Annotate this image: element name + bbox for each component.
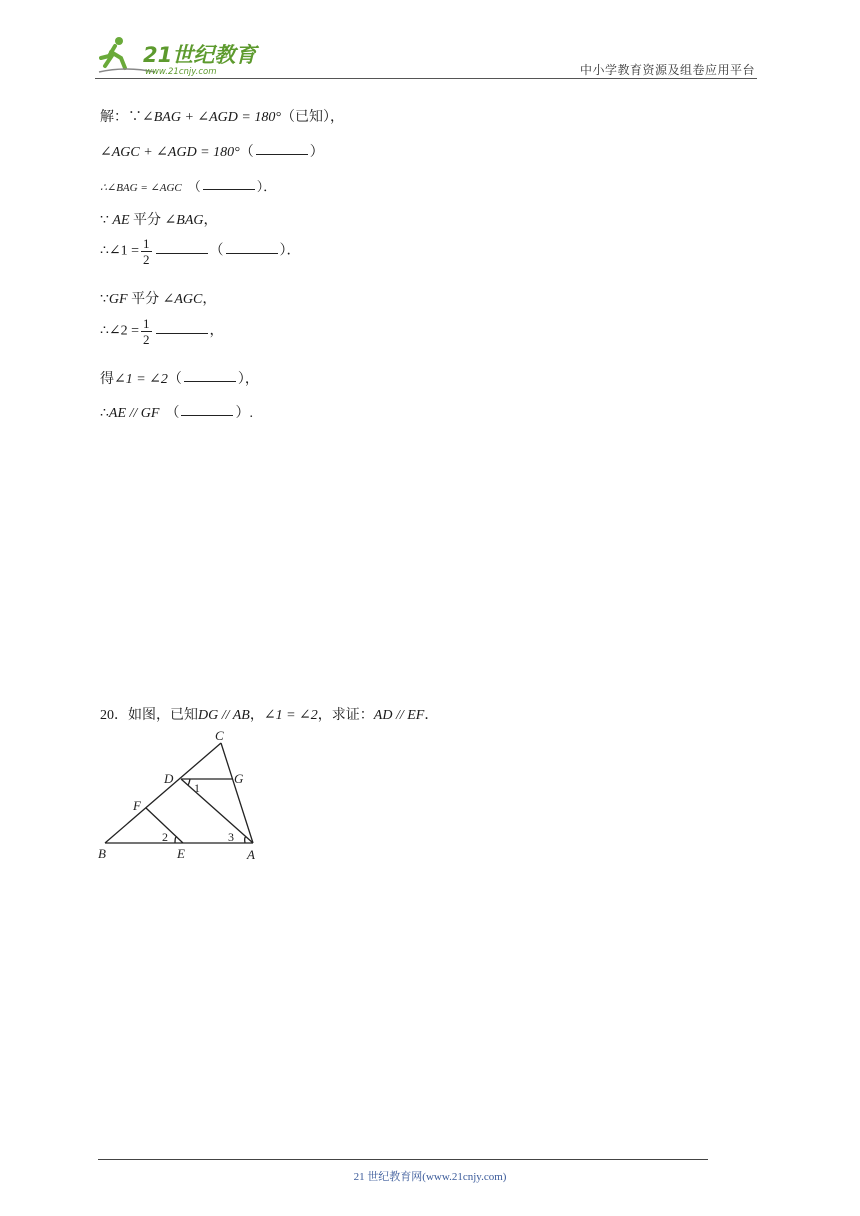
question-number: 20．: [100, 708, 128, 723]
label-angle-2: 2: [162, 830, 168, 844]
logo-text: 21世纪教育: [143, 43, 257, 67]
label-a: A: [247, 847, 255, 862]
math-expr: DG // AB: [198, 708, 250, 723]
text: ，: [249, 708, 264, 723]
fill-blank[interactable]: [181, 414, 233, 416]
text: ∴∠2 =: [100, 323, 140, 339]
math-expr: ∠1 = ∠2: [114, 372, 168, 387]
math-expr: ∠AGC + ∠AGD = 180°: [100, 145, 240, 160]
label-b: B: [98, 846, 106, 861]
math-expr: ∠BAG: [164, 213, 204, 228]
segment-bc: [105, 743, 221, 843]
text: ∵: [100, 292, 109, 307]
paren: ）．: [256, 179, 277, 194]
label-d: D: [164, 771, 174, 786]
solution-line-8: [100, 368, 259, 388]
paren: ）.: [235, 406, 253, 421]
solution-line-5: [100, 236, 301, 267]
solution-line-9: [100, 402, 253, 422]
solution-line-4: [100, 209, 217, 229]
math-expr: ∠BAG + ∠AGD = 180°: [142, 110, 281, 125]
label-g: G: [234, 771, 244, 786]
paren: （: [187, 179, 201, 194]
text: ∴∠1 =: [100, 243, 140, 259]
paren: （: [165, 406, 180, 421]
numerator: 1: [143, 236, 150, 251]
text: 得: [100, 372, 114, 387]
geometry-figure: [97, 728, 267, 864]
angle-1-arc: [188, 779, 190, 785]
text: 平分: [127, 292, 163, 307]
solution-line-2: [100, 141, 324, 161]
math-expr: AE: [112, 213, 130, 228]
label-angle-3: 3: [228, 830, 234, 844]
fill-blank[interactable]: [256, 153, 308, 155]
fill-blank[interactable]: [226, 252, 278, 254]
fraction: [141, 236, 152, 267]
solution-line-6: [100, 288, 216, 308]
label-c: C: [215, 728, 224, 743]
solution-line-7: [100, 316, 224, 347]
text: ∴: [100, 406, 109, 421]
footer-divider: [98, 1159, 708, 1160]
page-footer[interactable]: 21 世纪教育网(www.21cnjy.com): [353, 1171, 507, 1183]
angle-3-arc: [245, 837, 246, 843]
text: ，: [203, 213, 218, 228]
denominator: 2: [143, 332, 150, 347]
solution-line-1: [100, 106, 344, 126]
label-f: F: [133, 798, 141, 813]
numerator: 1: [143, 316, 150, 331]
text: ，: [202, 292, 217, 307]
math-expr: ∴∠BAG = ∠AGC: [100, 182, 182, 194]
math-expr: ∠1 = ∠2: [263, 708, 318, 723]
math-expr: AE // GF: [108, 406, 160, 421]
paren: ）: [309, 145, 324, 160]
label-angle-1: 1: [194, 781, 200, 795]
site-logo: [95, 32, 265, 78]
paren: （: [167, 372, 182, 387]
text: ．: [424, 708, 439, 723]
denominator: 2: [143, 252, 150, 267]
page-header: [95, 32, 755, 78]
paren: （: [209, 243, 224, 259]
reason: （已知），: [280, 110, 344, 125]
math-expr: AD // EF: [373, 708, 425, 723]
fill-blank[interactable]: [184, 380, 236, 382]
paren: ）．: [279, 243, 301, 259]
text: 平分: [129, 213, 165, 228]
fill-blank[interactable]: [156, 252, 208, 254]
fill-blank[interactable]: [156, 332, 208, 334]
math-expr: GF: [108, 292, 128, 307]
math-expr: ∠AGC: [162, 292, 203, 307]
text: 如图，已知: [128, 708, 198, 723]
logo-url: www.21cnjy.com: [145, 67, 217, 77]
question-20: [100, 704, 438, 724]
text: ，: [209, 323, 224, 339]
label-e: E: [177, 846, 185, 861]
fraction: [141, 316, 152, 347]
fill-blank[interactable]: [203, 188, 255, 190]
text: ∵: [100, 213, 113, 228]
solution-line-3: [100, 176, 276, 195]
header-divider: [95, 78, 757, 79]
paren: （: [239, 145, 254, 160]
header-slogan: 中小学教育资源及组卷应用平台: [579, 63, 755, 77]
text: ，求证：: [317, 708, 374, 723]
text: 解：∵: [100, 110, 142, 125]
paren: ），: [237, 372, 259, 387]
